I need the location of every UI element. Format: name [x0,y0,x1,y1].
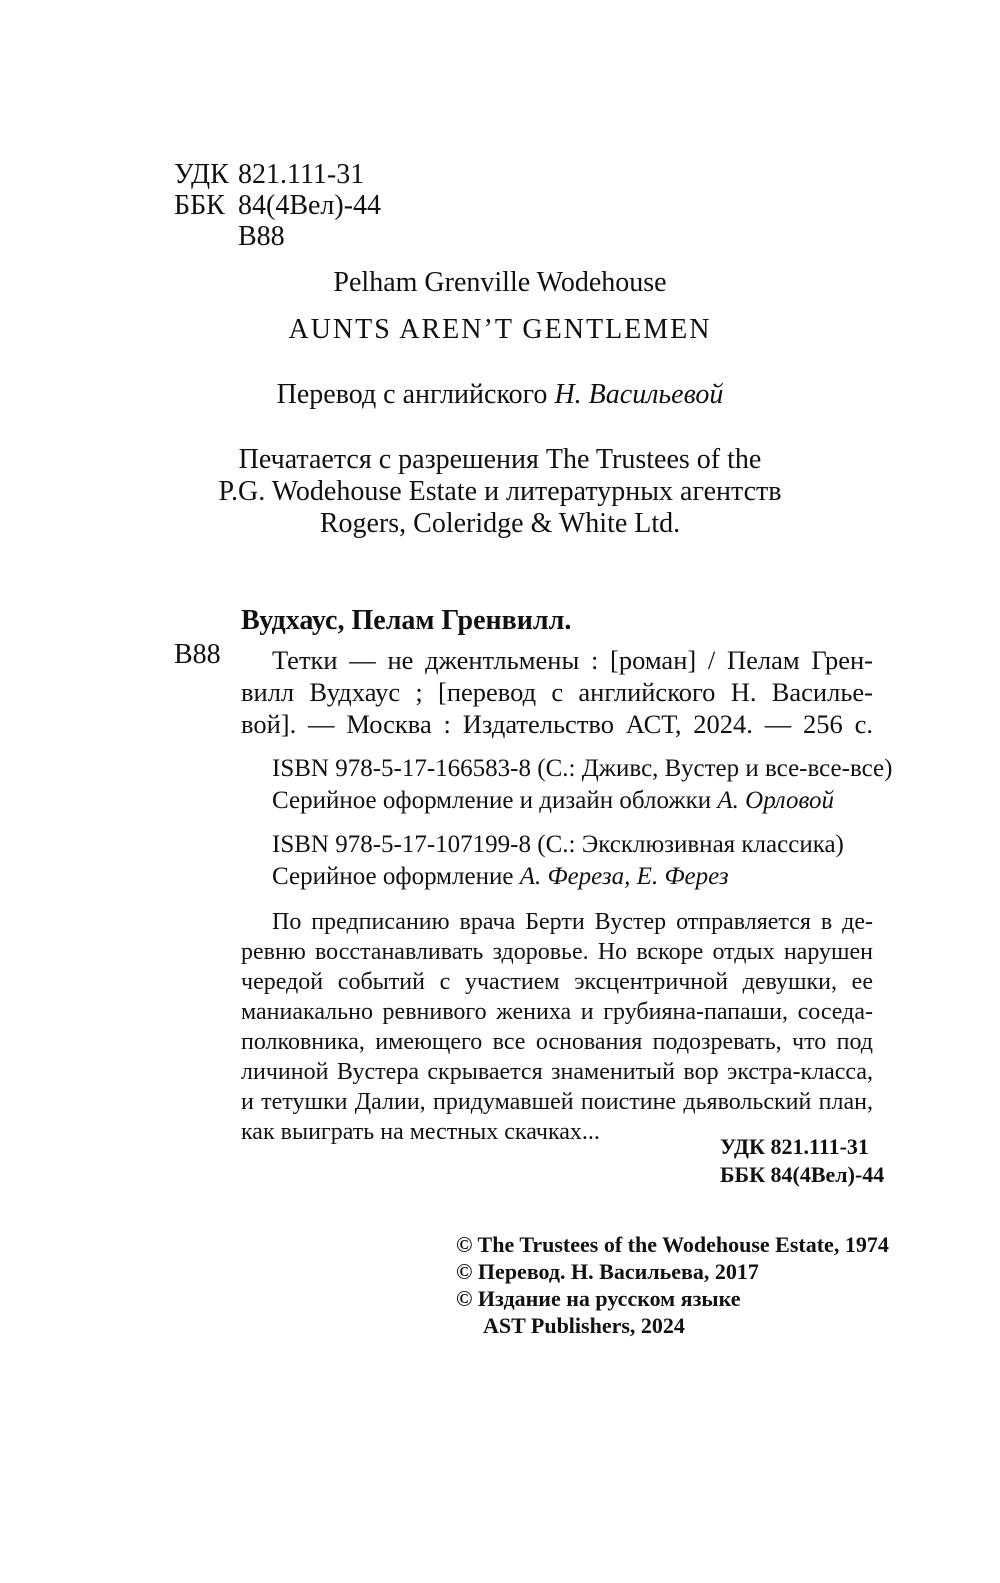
copyright-line: © Перевод. Н. Васильева, 2017 [456,1259,759,1284]
annotation-line: чередой событий с участием эксцентричной девушки, ее [241,969,873,995]
translation-prefix: Перевод с английского [276,379,548,410]
isbn-2: ISBN 978-5-17-107199-8 (С.: Эксклюзивная классика) [272,831,844,858]
design-credit-1-prefix: Серийное оформление и дизайн обложки [272,787,712,814]
annotation-line: полковника, имеющего все основания подозревать, что под [241,1029,873,1055]
annotation-line: личиной Вустера скрывается знаменитый вор экстра-класса, [241,1059,873,1085]
description-line: вилл Вудхаус ; [перевод с английского Н. Василье- [241,677,873,707]
udk-line [174,160,364,190]
annotation-line: как выиграть на местных скачках... [241,1119,600,1145]
bbk-value: 84(4Вел)-44 [238,190,382,221]
bbk-label: ББК [174,190,225,221]
design-credit-2-prefix: Серийное оформление [272,863,514,890]
author-mark-top: В88 [238,221,285,252]
design-credit-1-name: А. Орловой [717,787,834,814]
udk-label: УДК [174,159,229,190]
permission-line: Печатается с разрешения The Trustees of the [238,444,762,475]
copyright-line: © The Trustees of the Wodehouse Estate, 1974 [456,1232,889,1257]
author-mark-card: В88 [174,639,221,670]
translation-credit [0,380,1000,410]
description-line: Тетки — не джентльмены : [роман] / Пелам Грен- [272,645,873,675]
udk-bottom: УДК 821.111-31 [720,1134,869,1159]
udk-value: 821.111-31 [238,159,365,190]
design-credit-1 [272,786,834,816]
isbn-1: ISBN 978-5-17-166583-8 (С.: Дживс, Вустер и все-все-все) [272,755,893,782]
bbk-bottom: ББК 84(4Вел)-44 [720,1162,885,1187]
translator-name: Н. Васильевой [554,379,724,410]
bbk-line [174,191,381,221]
annotation-line: ревню восстанавливать здоровье. Но вскоре отдых нарушен [241,939,873,965]
permission-line: Rogers, Coleridge & White Ltd. [319,508,681,539]
annotation-line: и тетушки Далии, придумавшей поистине дьявольский план, [241,1089,873,1115]
design-credit-2 [272,862,729,892]
permission-line: P.G. Wodehouse Estate и литературных агентств [218,476,782,507]
description-line: вой]. — Москва : Издательство АСТ, 2024. — 256 с. [241,709,873,739]
design-credit-2-name: А. Фереза, Е. Ферез [519,863,729,890]
original-title: AUNTS AREN’T GENTLEMEN [288,314,712,345]
catalog-heading: Вудхаус, Пелам Гренвилл. [241,605,572,636]
annotation-line: По предписанию врача Берти Вустер отправляется в де- [272,909,873,935]
original-author: Pelham Grenville Wodehouse [333,267,667,298]
annotation-line: маниакально ревнивого жениха и грубияна-папаши, соседа- [241,999,873,1025]
copyright-line: AST Publishers, 2024 [483,1313,685,1338]
copyright-line: © Издание на русском языке [456,1286,741,1311]
